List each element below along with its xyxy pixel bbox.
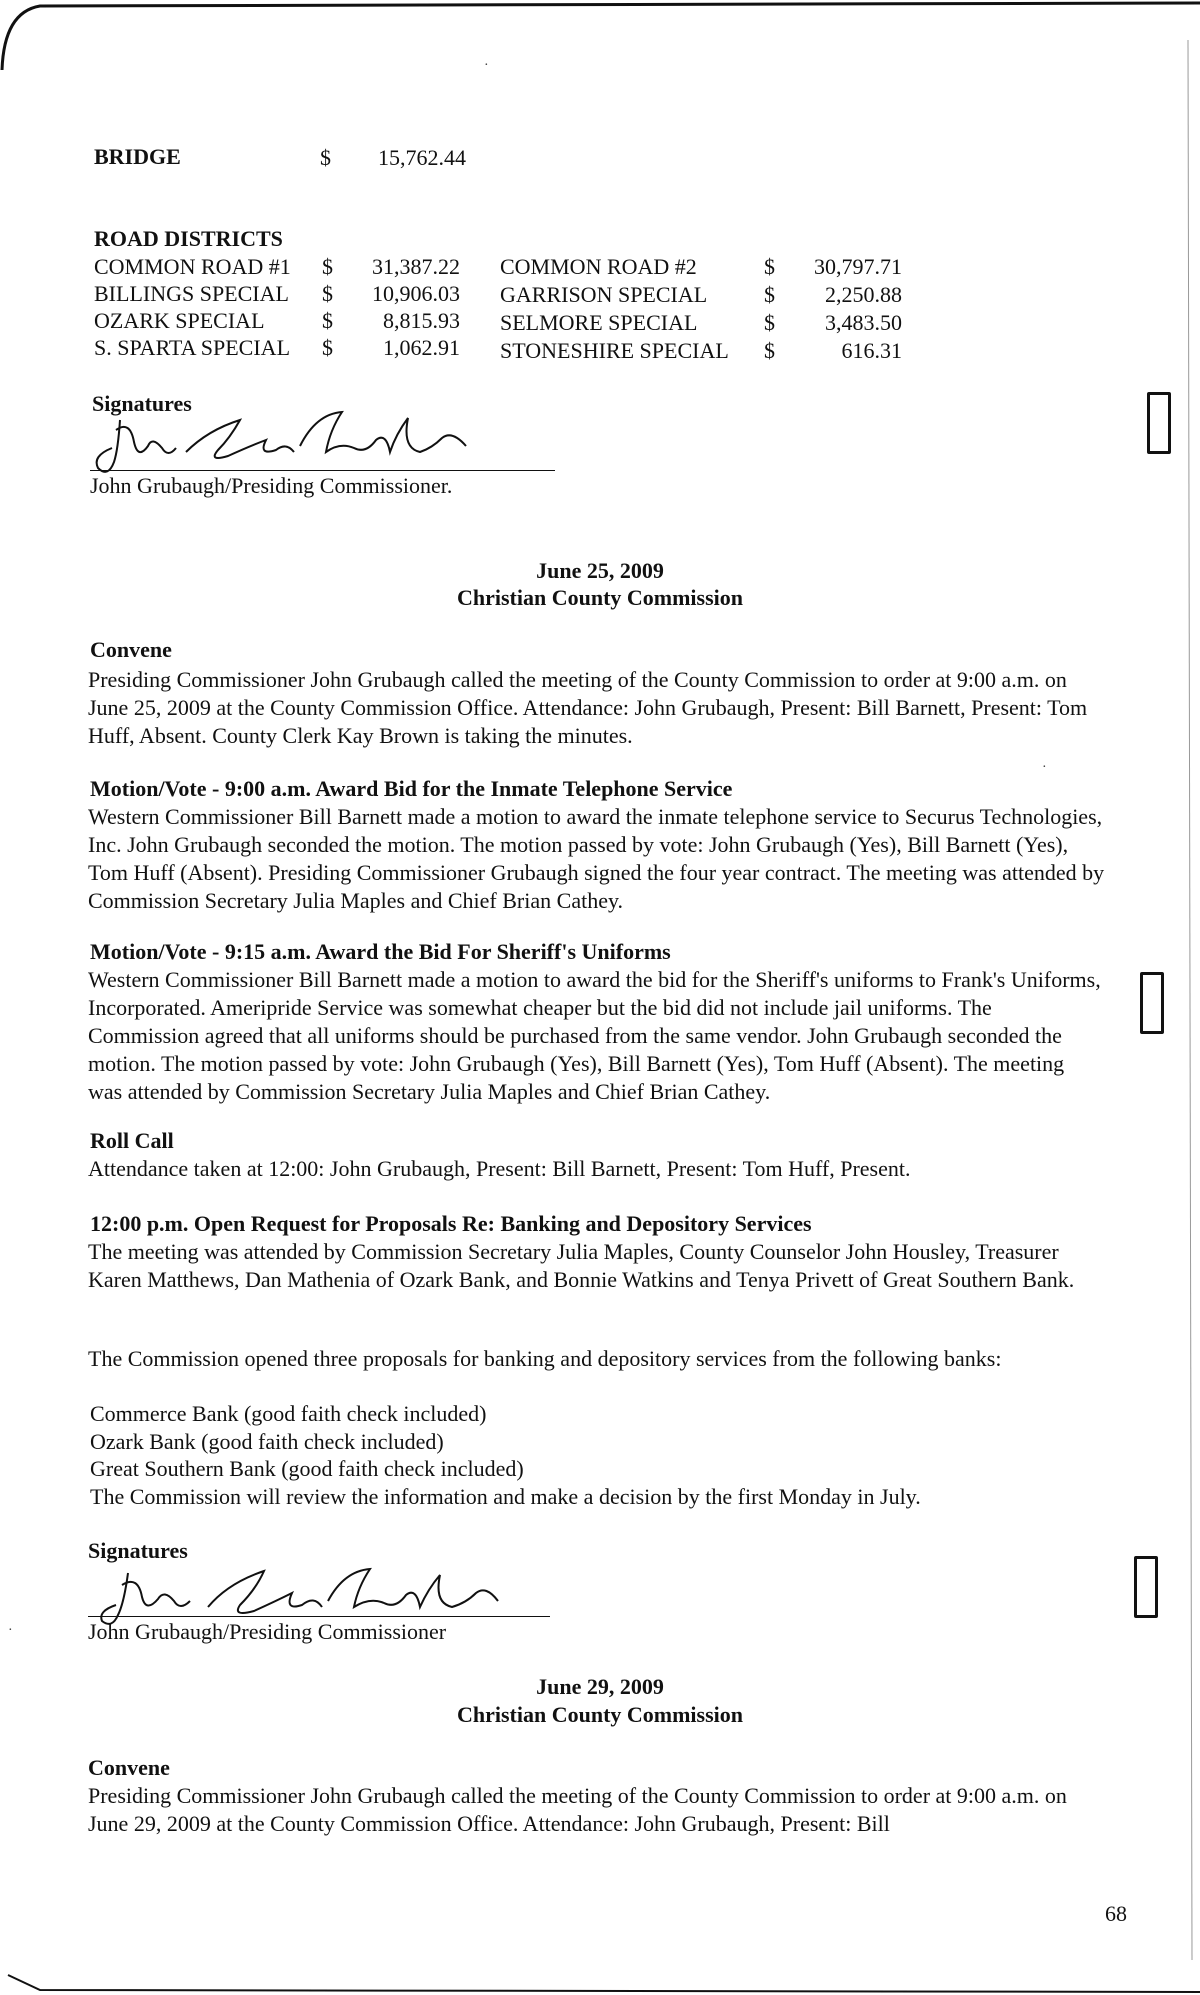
bridge-currency: $ (320, 145, 331, 170)
district-currency: $ (764, 310, 775, 335)
district-name: SELMORE SPECIAL (500, 310, 698, 335)
rfp-closing: The Commission will review the information and make a decision by the first Monday in July. (90, 1484, 921, 1509)
district-currency: $ (322, 308, 333, 333)
district-name: BILLINGS SPECIAL (94, 281, 289, 306)
district-name: OZARK SPECIAL (94, 308, 265, 333)
signatures-heading: Signatures (88, 1538, 188, 1563)
motion-text: Western Commissioner Bill Barnett made a motion to award the bid for the Sheriff's uniforms to Frank's Uniforms, Incorporated. Ameripride Service was somewhat cheaper but the bid did not include jail uniforms. The Commission agreed that all uniforms should be purchased from the same vendor. John Grubaugh seconded the motion. The motion passed by vote: John Grubaugh (Yes), Bill Barnett (Yes), Tom Huff (Absent). The meeting was attended by Commission Secretary Julia Maples and Chief Brian Cathey. (88, 967, 1101, 1104)
district-amount: 3,483.50 (825, 310, 902, 335)
binder-hole-mark (1140, 972, 1164, 1034)
motion-heading: Motion/Vote - 9:15 a.m. Award the Bid For Sheriff's Uniforms (90, 939, 671, 964)
signature-line (90, 470, 555, 471)
district-currency: $ (322, 254, 333, 279)
scan-speck: · (1042, 760, 1047, 775)
district-amount: 31,387.22 (372, 254, 460, 279)
district-currency: $ (764, 254, 775, 279)
signature-line (88, 1616, 550, 1617)
meeting-date: June 29, 2009 (536, 1674, 664, 1699)
signatures-heading: Signatures (92, 391, 192, 416)
signer-name: John Grubaugh/Presiding Commissioner (88, 1619, 447, 1644)
bridge-label: BRIDGE (94, 144, 181, 169)
binder-hole-mark (1147, 392, 1171, 454)
meeting-body: Christian County Commission (456, 1702, 744, 1727)
district-name: GARRISON SPECIAL (500, 282, 708, 307)
signer-name: John Grubaugh/Presiding Commissioner. (90, 473, 453, 498)
district-name: COMMON ROAD #2 (500, 254, 697, 279)
district-amount: 8,815.93 (383, 308, 460, 333)
district-currency: $ (322, 281, 333, 306)
district-currency: $ (764, 338, 775, 363)
rfp-text-2: The Commission opened three proposals for banking and depository services from the following banks: (88, 1346, 1002, 1371)
district-amount: 616.31 (841, 338, 902, 363)
district-amount: 2,250.88 (825, 282, 902, 307)
road-districts-heading: ROAD DISTRICTS (94, 226, 283, 251)
convene-text: Presiding Commissioner John Grubaugh called the meeting of the County Commission to order at 9:00 a.m. on June 29, 2009 at the County Commission Office. Attendance: John Grubaugh, Present: Bill (88, 1783, 1067, 1836)
convene-heading: Convene (90, 637, 172, 662)
meeting-date: June 25, 2009 (536, 558, 664, 583)
scan-speck: · (8, 1623, 13, 1638)
list-item: Ozark Bank (good faith check included) (90, 1429, 444, 1454)
motion-heading: Motion/Vote - 9:00 a.m. Award Bid for the Inmate Telephone Service (90, 776, 733, 801)
convene-heading: Convene (88, 1755, 170, 1780)
district-amount: 30,797.71 (814, 254, 902, 279)
scan-speck: · (484, 58, 489, 73)
motion-text: Western Commissioner Bill Barnett made a motion to award the inmate telephone service to Securus Technologies, Inc. John Grubaugh seconded the motion. The motion passed by vote: John Grubaugh (Yes), Bill Barnett (Yes), Tom Huff (Absent). Presiding Commissioner Grubaugh signed the four year contract. The meeting was attended by Commission Secretary Julia Maples and Chief Brian Cathey. (88, 804, 1105, 913)
list-item: Commerce Bank (good faith check included) (90, 1401, 487, 1426)
bridge-amount: 15,762.44 (378, 145, 466, 170)
binder-hole-mark (1134, 1556, 1158, 1618)
district-name: COMMON ROAD #1 (94, 254, 291, 279)
district-currency: $ (322, 335, 333, 360)
rfp-text: The meeting was attended by Commission Secretary Julia Maples, County Counselor John Housley, Treasurer Karen Matthews, Dan Mathenia of Ozark Bank, and Bonnie Watkins and Tenya Privett of Great Southern Bank. (88, 1239, 1075, 1292)
district-amount: 10,906.03 (372, 281, 460, 306)
rollcall-text: Attendance taken at 12:00: John Grubaugh, Present: Bill Barnett, Present: Tom Huff, Present. (88, 1156, 911, 1181)
convene-text: Presiding Commissioner John Grubaugh called the meeting of the County Commission to order at 9:00 a.m. on June 25, 2009 at the County Commission Office. Attendance: John Grubaugh, Present: Bill Barnett, Present: Tom Huff, Absent. County Clerk Kay Brown is taking the minutes. (88, 667, 1088, 748)
district-currency: $ (764, 282, 775, 307)
list-item: Great Southern Bank (good faith check included) (90, 1456, 524, 1481)
page-number: 68 (1105, 1901, 1127, 1926)
district-amount: 1,062.91 (383, 335, 460, 360)
district-name: STONESHIRE SPECIAL (500, 338, 729, 363)
meeting-body: Christian County Commission (456, 585, 744, 610)
district-name: S. SPARTA SPECIAL (94, 335, 291, 360)
handwritten-signature (90, 390, 490, 480)
rollcall-heading: Roll Call (90, 1128, 174, 1153)
rfp-heading: 12:00 p.m. Open Request for Proposals Re: Banking and Depository Services (90, 1211, 812, 1236)
